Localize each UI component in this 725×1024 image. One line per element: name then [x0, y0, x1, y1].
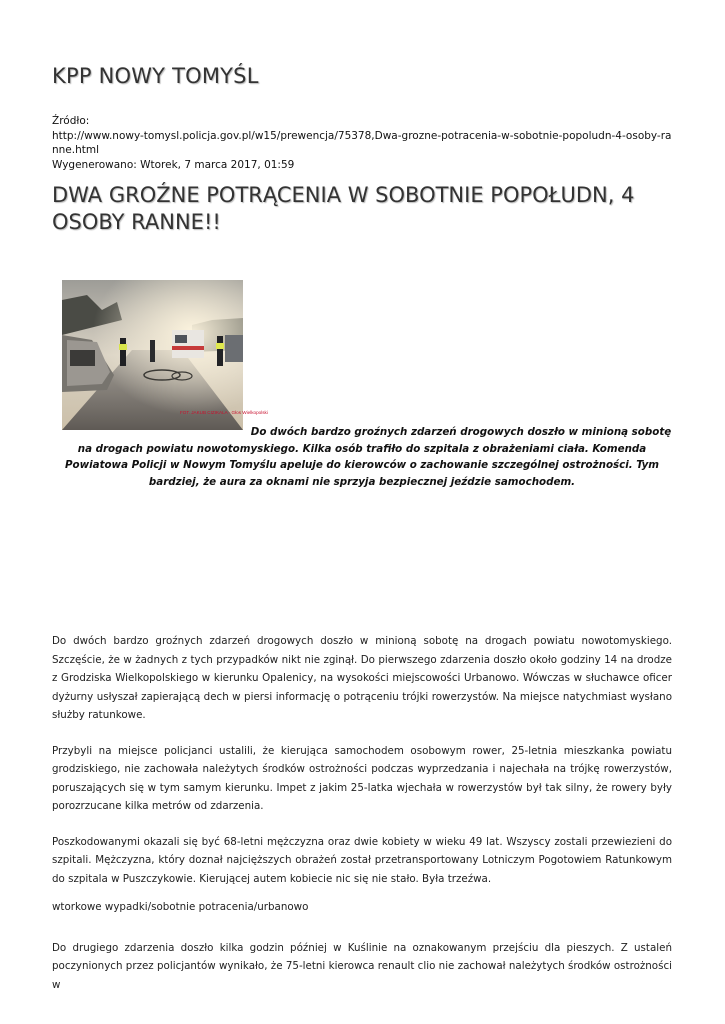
paragraph-2: Przybyli na miejsce policjanci ustalili, że kierująca samochodem osobowym rower, 25-letnia mieszkanka powiatu grodziskiego, nie zachowała należytych środków ostrożności podczas wyprzedzania i najechała na trójkę rowerzystów, poruszających się w tym samym kierunku. Impet z jakim 25-latka wjechała w rowerzystów był tak silny, że rowery były porozrzucane kilka metrów od zdarzenia. — [52, 744, 672, 812]
source-label: Źródło: — [52, 115, 90, 127]
lead-text: Do dwóch bardzo groźnych zdarzeń drogowych doszło w minioną sobotę na drogach powiatu nowotomyskiego. Kilka osób trafiło do szpitala z obrażeniami ciała. Komenda Powiatowa Policji w Nowym Tomyślu apeluje do kierowców o zachowanie szczególnej ostrożności. Tym bardziej, że aura za oknami nie sprzyja bezpiecznej jeździe samochodem. — [64, 426, 672, 488]
article-lead — [52, 424, 672, 490]
paragraph-3: Poszkodowanymi okazali się być 68-letni mężczyzna oraz dwie kobiety w wieku 49 lat. Wszyscy zostali przewiezieni do szpitali. Mężczyzna, który doznał najcięższych obrażeń został przetransportowany Lotniczym Pogotowiem Ratunkowym do szpitala w Puszczykowie. Kierującej autem kobiecie nic się nie stało. Była trzeźwa. — [52, 835, 672, 885]
article-title: DWA GROŹNE POTRĄCENIA W SOBOTNIE POPOŁUDN, 4 OSOBY RANNE!! — [52, 183, 635, 234]
article-body — [52, 632, 672, 1011]
paragraph-1: Do dwóch bardzo groźnych zdarzeń drogowych doszło w minioną sobotę na drogach powiatu nowotomyskiego. Szczęście, że w żadnych z tych przypadków nikt nie zginął. Do pierwszego zdarzenia doszło około godziny 14 na drodze z Grodziska Wielkopolskiego w kierunku Opalenicy, na wysokości miejscowości Urbanowo. Wówczas w słuchawce oficer dyżurny usłyszał zapierającą dech w piersi informację o potrąceniu trójki rowerzystów. Na miejsce natychmiast wysłano służby ratunkowe. — [52, 635, 672, 721]
document-meta — [52, 114, 672, 172]
paragraph-4: Do drugiego zdarzenia doszło kilka godzin później w Kuślinie na oznakowanym przejściu dla pieszych. Z ustaleń poczynionych przez policjantów wynikało, że 75-letni kierowca renault clio nie zachował należytych środków ostrożności w — [52, 941, 672, 991]
site-title: KPP NOWY TOMYŚL — [52, 64, 259, 88]
accident-photo — [62, 280, 268, 430]
photo-credit: FOT. JAKUB CIZIKALA - Głos Wielkopolski — [180, 410, 268, 415]
accident-photo-image — [62, 280, 268, 430]
generated-date: Wygenerowano: Wtorek, 7 marca 2017, 01:59 — [52, 158, 295, 171]
article-tags: wtorkowe wypadki/sobotnie potracenia/urbanowo — [52, 901, 309, 913]
source-url-link[interactable]: http://www.nowy-tomysl.policja.gov.pl/w15/prewencja/75378,Dwa-grozne-potracenia-w-sobotnie-popoludn-4-osoby-ranne.html — [52, 129, 672, 156]
